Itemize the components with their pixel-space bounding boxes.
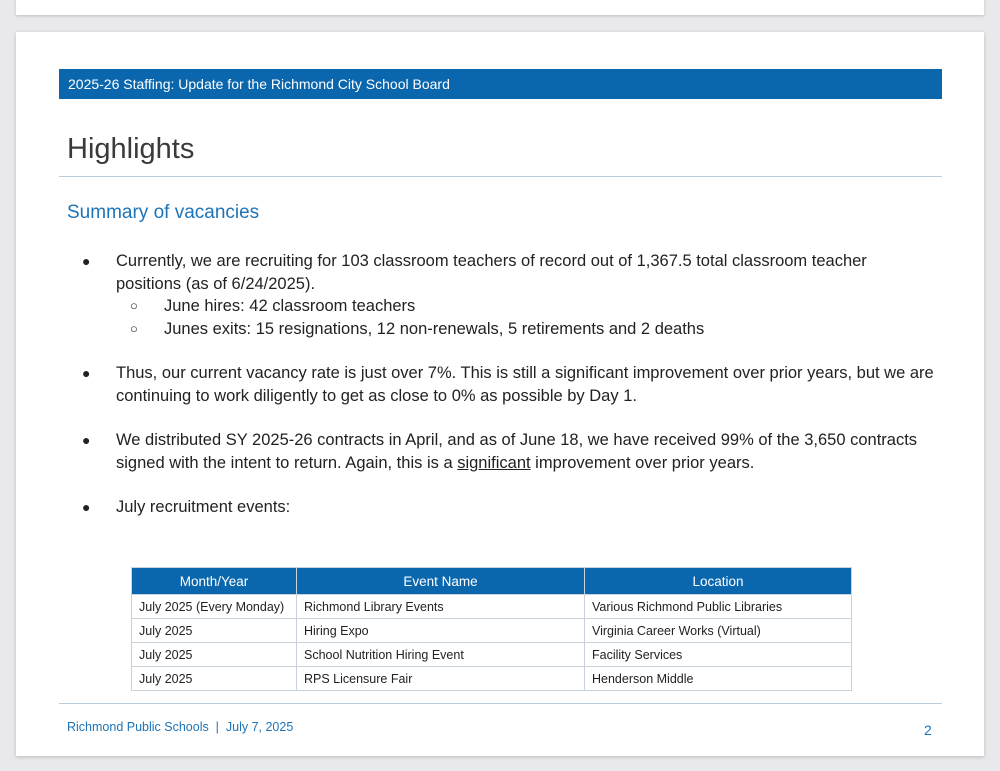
table-row (132, 619, 852, 643)
hollow-bullet-icon: ○ (130, 320, 138, 336)
hollow-bullet-icon: ○ (130, 298, 138, 313)
header-banner: 2025-26 Staffing: Update for the Richmond City School Board (59, 69, 942, 99)
section-subheading: Summary of vacancies (67, 202, 260, 223)
table-cell: Various Richmond Public Libraries (585, 595, 852, 619)
footer-text: Richmond Public Schools | July 7, 2025 (67, 720, 294, 734)
bullet-text: Thus, our current vacancy rate is just over 7%. This is still a significant improvement over prior years, but we are continuing to work diligently to get as close to 0% as possible by Day 1. (116, 364, 934, 405)
emphasis-underlined: significant (457, 453, 531, 472)
bullet-text (116, 429, 936, 474)
page-number: 2 (924, 722, 932, 738)
bullet-text-part: We distributed SY 2025-26 contracts in April, and as of June 18, we have received 99% of the 3,650 contracts signed with the intent to return. Again, this is a (116, 431, 918, 472)
table-cell: July 2025 (132, 667, 297, 691)
column-header-month-year: Month/Year (132, 568, 297, 595)
bullet-icon: ● (82, 253, 91, 269)
column-header-event-name: Event Name (297, 568, 585, 595)
table-row (132, 667, 852, 691)
bullet-text: Currently, we are recruiting for 103 classroom teachers of record out of 1,367.5 total classroom teacher positions (as of 6/24/2025). (116, 252, 867, 293)
sub-list-item (116, 295, 936, 318)
list-item (76, 429, 936, 474)
table-header-row (132, 568, 852, 595)
table-cell: Richmond Library Events (297, 595, 585, 619)
table-cell: Facility Services (585, 643, 852, 667)
previous-page (16, 0, 984, 15)
bullet-text: July recruitment events: (116, 498, 291, 516)
table-cell: July 2025 (132, 643, 297, 667)
table-cell: July 2025 (Every Monday) (132, 595, 297, 619)
sub-item-text: Junes exits: 15 resignations, 12 non-renewals, 5 retirements and 2 deaths (164, 319, 705, 338)
bullet-text-part: improvement over prior years. (530, 453, 755, 472)
table-cell: July 2025 (132, 619, 297, 643)
list-item (76, 250, 936, 340)
table-cell: Virginia Career Works (Virtual) (585, 619, 852, 643)
bullet-list (76, 250, 936, 541)
document-page (16, 32, 984, 756)
table-row (132, 643, 852, 667)
recruitment-events-table (131, 567, 852, 691)
sub-list (116, 295, 936, 340)
sub-item-text: June hires: 42 classroom teachers (164, 297, 416, 315)
list-item (76, 362, 936, 407)
sub-list-item (116, 318, 936, 341)
list-item (76, 496, 936, 519)
column-header-location: Location (585, 568, 852, 595)
table-cell: School Nutrition Hiring Event (297, 643, 585, 667)
table-cell: Hiring Expo (297, 619, 585, 643)
bullet-icon: ● (82, 499, 91, 515)
title-divider (59, 176, 942, 177)
table-cell: RPS Licensure Fair (297, 667, 585, 691)
footer-divider (59, 703, 942, 704)
bullet-icon: ● (82, 432, 91, 448)
table-cell: Henderson Middle (585, 667, 852, 691)
page-title: Highlights (67, 133, 195, 165)
bullet-icon: ● (82, 365, 91, 381)
table-row (132, 595, 852, 619)
